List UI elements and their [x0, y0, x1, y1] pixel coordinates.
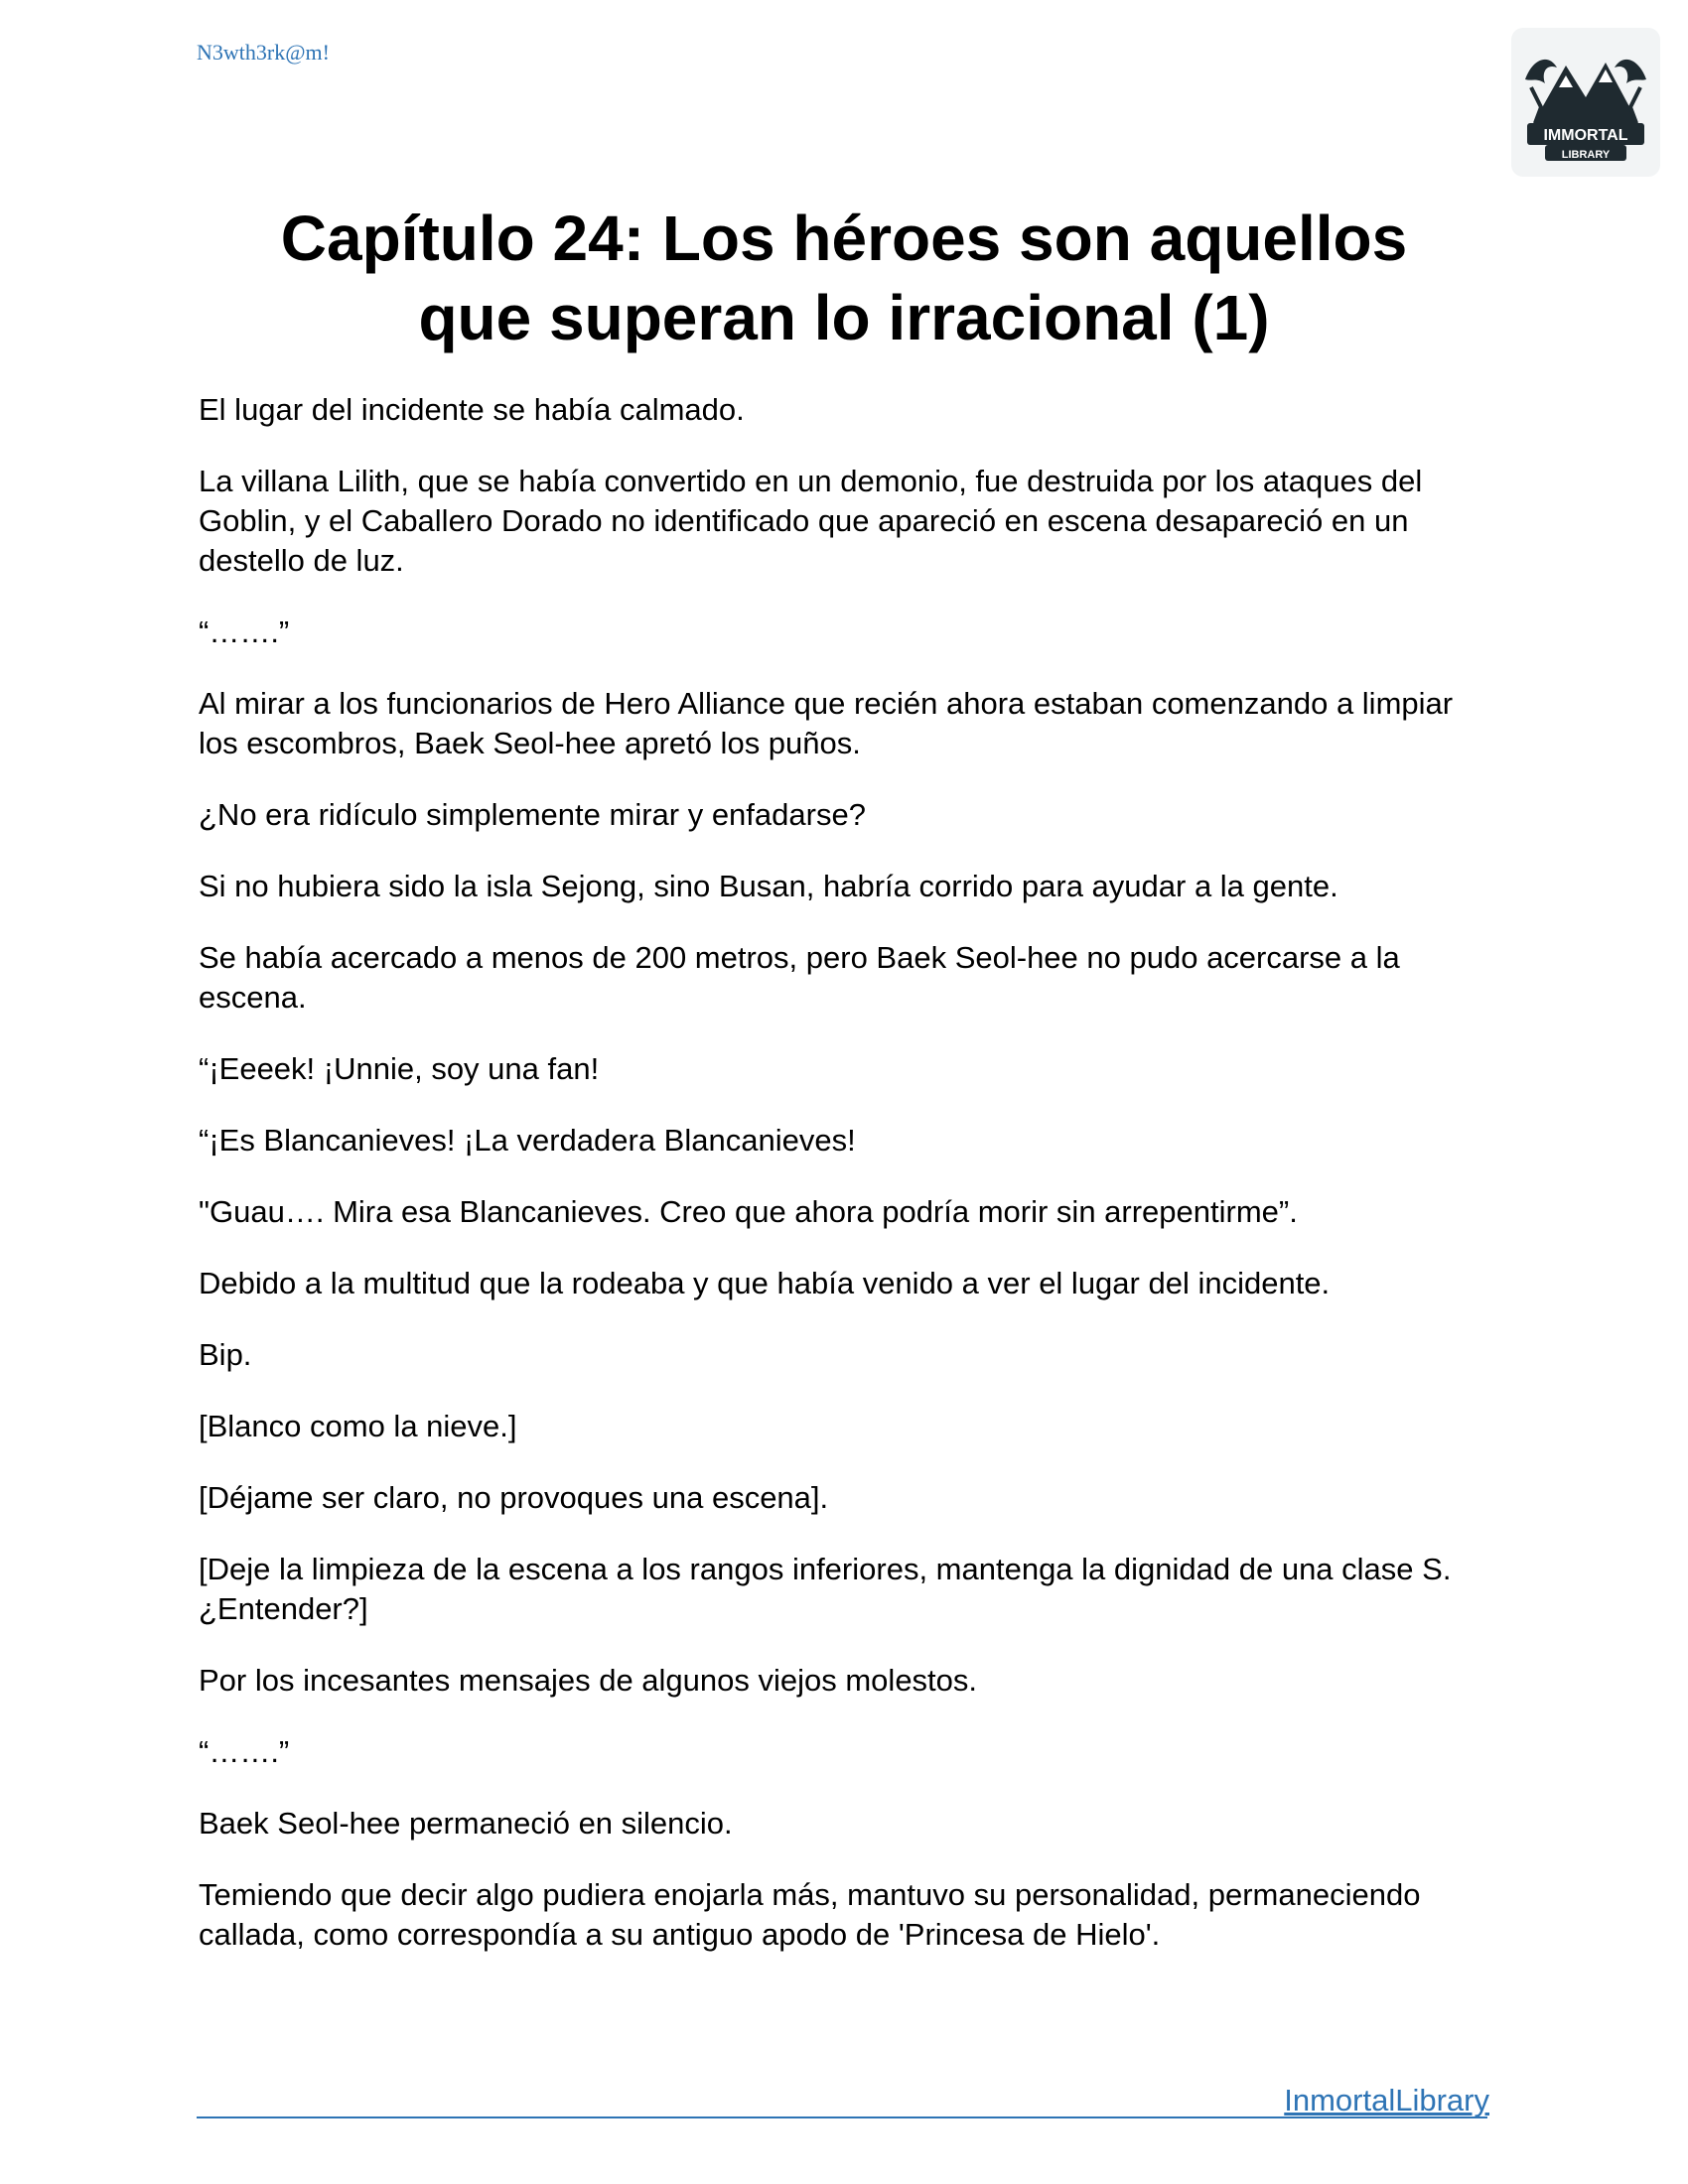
chapter-title-line-2: que superan lo irracional (1) — [418, 282, 1270, 353]
paragraph: La villana Lilith, que se había convertido en un demonio, fue destruida por los ataques del Goblin, y el Caballero Dorado no identificado que apareció en escena desapareció en un destello de luz. — [199, 464, 1423, 578]
paragraph: Por los incesantes mensajes de algunos viejos molestos. — [199, 1663, 978, 1698]
paragraph: “…….” — [199, 614, 290, 649]
paragraph: "Guau…. Mira esa Blancanieves. Creo que ahora podría morir sin arrepentirme”. — [199, 1194, 1298, 1229]
chapter-title — [149, 199, 1539, 357]
svg-text:IMMORTAL: IMMORTAL — [1543, 127, 1628, 144]
paragraph: Se había acercado a menos de 200 metros, pero Baek Seol-hee no pudo acercarse a la escena. — [199, 940, 1400, 1015]
chapter-body — [199, 390, 1489, 1986]
paragraph: “¡Es Blancanieves! ¡La verdadera Blancanieves! — [199, 1123, 856, 1158]
paragraph: El lugar del incidente se había calmado. — [199, 392, 745, 427]
paragraph: Si no hubiera sido la isla Sejong, sino Busan, habría corrido para ayudar a la gente. — [199, 869, 1338, 903]
paragraph: [Deje la limpieza de la escena a los rangos inferiores, mantenga la dignidad de una clase S. ¿Entender?] — [199, 1552, 1452, 1626]
paragraph: [Blanco como la nieve.] — [199, 1409, 517, 1443]
footer-library-link[interactable]: InmortalLibrary — [1284, 2083, 1489, 2117]
paragraph: Debido a la multitud que la rodeaba y que había venido a ver el lugar del incidente. — [199, 1266, 1331, 1300]
paragraph: “¡Eeeek! ¡Unnie, soy una fan! — [199, 1051, 600, 1086]
watermark: N3wth3rk@m! — [197, 40, 330, 65]
svg-text:LIBRARY: LIBRARY — [1561, 149, 1611, 161]
chapter-title-line-1: Capítulo 24: Los héroes son aquellos — [280, 203, 1408, 274]
paragraph: [Déjame ser claro, no provoques una escena]. — [199, 1480, 829, 1515]
paragraph: Al mirar a los funcionarios de Hero Alliance que recién ahora estaban comenzando a limpiar los escombros, Baek Seol-hee apretó los puños. — [199, 686, 1454, 760]
paragraph: Temiendo que decir algo pudiera enojarla más, mantuvo su personalidad, permaneciendo callada, como correspondía a su antiguo apodo de 'Princesa de Hielo'. — [199, 1877, 1421, 1952]
paragraph: “…….” — [199, 1734, 290, 1769]
immortal-library-logo — [1511, 28, 1660, 177]
paragraph: ¿No era ridículo simplemente mirar y enfadarse? — [199, 797, 866, 832]
paragraph: Bip. — [199, 1337, 252, 1372]
paragraph: Baek Seol-hee permaneció en silencio. — [199, 1806, 733, 1841]
